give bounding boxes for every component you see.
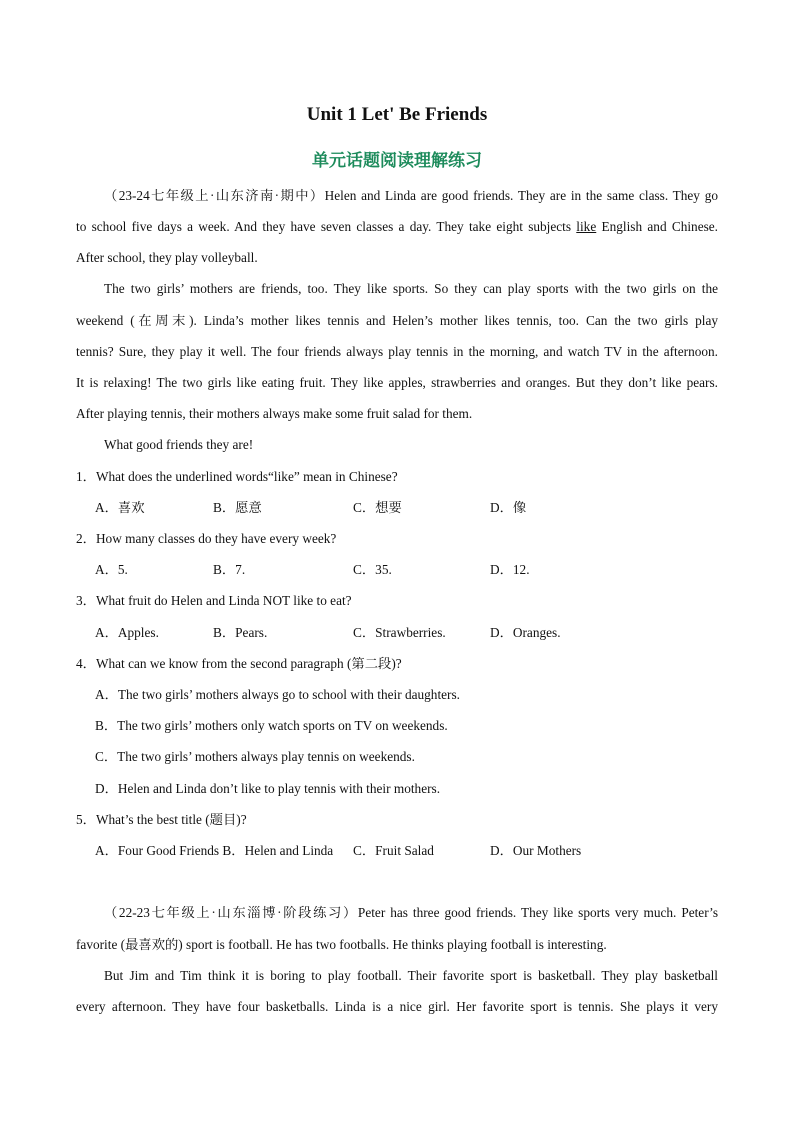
question-5-option-d: D．Our Mothers (490, 843, 582, 858)
question-3-option-a: A．Apples. (95, 625, 159, 640)
question-5-option-ab: A．Four Good Friends B．Helen and Linda (95, 843, 334, 858)
question-1-option-d: D．像 (490, 500, 527, 515)
question-2-option-c: C．35. (353, 562, 392, 577)
question-1-option-a: A．喜欢 (95, 500, 145, 515)
passage1-line-8: After playing tennis, their mothers always make some fruit salad for them. (76, 406, 473, 421)
question-4-option-d: D．Helen and Linda don’t like to play tennis with their mothers. (95, 781, 441, 796)
passage2-line-1: （22-23七年级上·山东淄博·阶段练习）Peter has three good friends. They like sports very much. Peter’s (104, 905, 718, 920)
passage1-line-5: weekend (在周末). Linda’s mother likes tennis and Helen’s mother likes tennis, too. Can the two girls play (76, 313, 718, 328)
page-title: Unit 1 Let' Be Friends (306, 104, 488, 125)
passage1-line-7: It is relaxing! The two girls like eating fruit. They like apples, strawberries and oranges. But they don’t like pears. (76, 375, 718, 390)
question-1-option-b: B．愿意 (213, 500, 262, 515)
passage1-line-1: （23-24七年级上·山东济南·期中）Helen and Linda are good friends. They are in the same class. They go (104, 188, 718, 203)
question-1-stem: 1．What does the underlined words“like” mean in Chinese? (76, 469, 398, 484)
question-4-option-c: C．The two girls’ mothers always play tennis on weekends. (95, 749, 415, 764)
passage1-line-2-text: to school five days a week. And they have seven classes a day. They take eight subjects (76, 219, 577, 234)
passage1-line-6: tennis? Sure, they play it well. The four friends always play tennis in the morning, and watch TV in the afternoon. (76, 344, 718, 359)
question-2-stem: 2．How many classes do they have every week? (76, 531, 337, 546)
passage1-line-3: After school, they play volleyball. (76, 250, 258, 265)
question-2-option-a: A．5. (95, 562, 128, 577)
question-5-option-c: C．Fruit Salad (353, 843, 434, 858)
passage1-line-9: What good friends they are! (104, 437, 254, 452)
passage1-line-2 (76, 219, 718, 235)
question-4-option-b: B．The two girls’ mothers only watch sports on TV on weekends. (95, 718, 448, 733)
page-subtitle: 单元话题阅读理解练习 (312, 151, 482, 171)
question-4-stem: 4．What can we know from the second paragraph (第二段)? (76, 656, 402, 671)
underlined-word: like (576, 219, 597, 234)
question-1-option-c: C．想要 (353, 500, 402, 515)
passage1-line-2-tail: English and Chinese. (596, 219, 719, 234)
question-3-option-b: B．Pears. (213, 625, 268, 640)
question-2-option-d: D．12. (490, 562, 530, 577)
question-5-stem: 5．What’s the best title (题目)? (76, 812, 247, 827)
passage2-line-2: favorite (最喜欢的) sport is football. He has two footballs. He thinks playing football is interesting. (76, 937, 607, 952)
question-3-stem: 3．What fruit do Helen and Linda NOT like to eat? (76, 593, 352, 608)
question-3-option-d: D．Oranges. (490, 625, 561, 640)
question-2-option-b: B．7. (213, 562, 246, 577)
question-4-option-a: A．The two girls’ mothers always go to school with their daughters. (95, 687, 460, 702)
passage2-line-4: every afternoon. They have four basketballs. Linda is a nice girl. Her favorite sport is tennis. She plays it very (76, 999, 718, 1014)
passage2-line-3: But Jim and Tim think it is boring to play football. Their favorite sport is basketball. They play basketball (104, 968, 718, 983)
question-3-option-c: C．Strawberries. (353, 625, 446, 640)
passage1-line-4: The two girls’ mothers are friends, too. They like sports. So they can play sports with the two girls on the (104, 281, 718, 296)
